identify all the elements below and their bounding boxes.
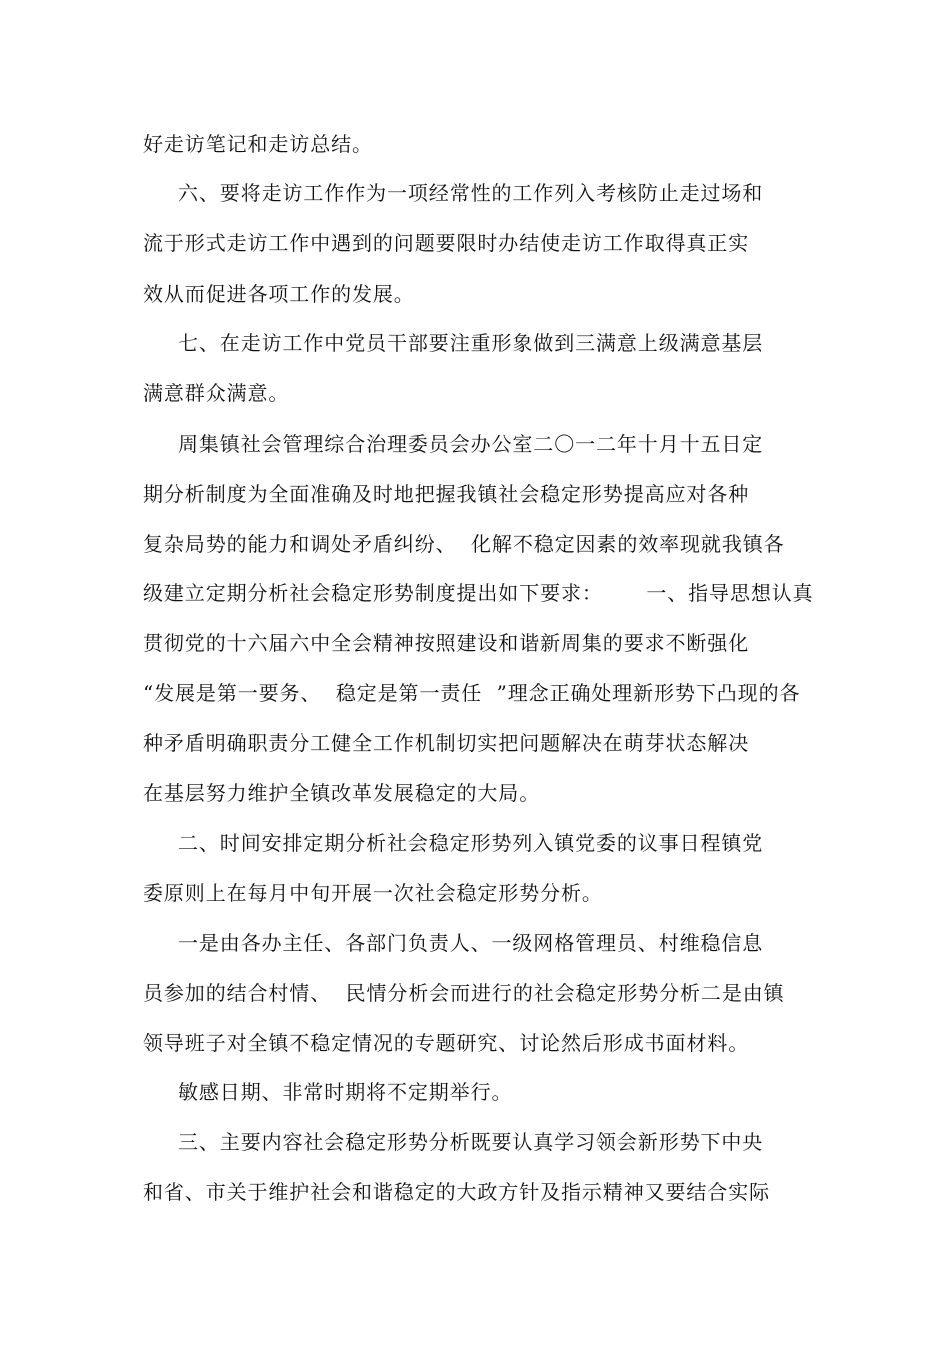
text-line: 和省、市关于维护社会和谐稳定的大政方针及指示精神又要结合实际	[143, 1180, 770, 1204]
text-line: 在基层努力维护全镇改革发展稳定的大局。	[143, 781, 541, 805]
text-line: 员参加的结合村情、 民情分析会而进行的社会稳定形势分析二是由镇	[143, 981, 785, 1005]
text-line: “发展是第一要务、 稳定是第一责任 ”理念正确处理新形势下凸现的各	[143, 681, 801, 705]
text-line: 级建立定期分析社会稳定形势制度提出如下要求： 一、指导思想认真	[143, 581, 814, 605]
text-line: 复杂局势的能力和调处矛盾纠纷、 化解不稳定因素的效率现就我镇各	[143, 532, 785, 556]
text-line: 种矛盾明确职责分工健全工作机制切实把问题解决在萌芽状态解决	[143, 731, 750, 755]
text-line: 委原则上在每月中旬开展一次社会稳定形势分析。	[143, 881, 603, 905]
text-line: 周集镇社会管理综合治理委员会办公室二〇一二年十月十五日定	[178, 432, 764, 456]
text-line: 效从而促进各项工作的发展。	[143, 282, 415, 306]
text-line: 好走访笔记和走访总结。	[143, 132, 373, 156]
text-line: 六、要将走访工作作为一项经常性的工作列入考核防止走过场和	[178, 181, 764, 205]
text-line: 流于形式走访工作中遇到的问题要限时办结使走访工作取得真正实	[143, 231, 750, 255]
text-line: 贯彻党的十六届六中全会精神按照建设和谐新周集的要求不断强化	[143, 631, 750, 655]
text-line: 七、在走访工作中党员干部要注重形象做到三满意上级满意基层	[178, 331, 764, 355]
text-line: 二、时间安排定期分析社会稳定形势列入镇党委的议事日程镇党	[178, 831, 764, 855]
text-line: 三、主要内容社会稳定形势分析既要认真学习领会新形势下中央	[178, 1130, 764, 1154]
text-line: 敏感日期、非常时期将不定期举行。	[178, 1080, 513, 1104]
text-line: 满意群众满意。	[143, 381, 290, 405]
text-line: 领导班子对全镇不稳定情况的专题研究、讨论然后形成书面材料。	[143, 1031, 750, 1055]
text-line: 一是由各办主任、各部门负责人、一级网格管理员、村维稳信息	[178, 931, 764, 955]
text-line: 期分析制度为全面准确及时地把握我镇社会稳定形势提高应对各种	[143, 482, 750, 506]
